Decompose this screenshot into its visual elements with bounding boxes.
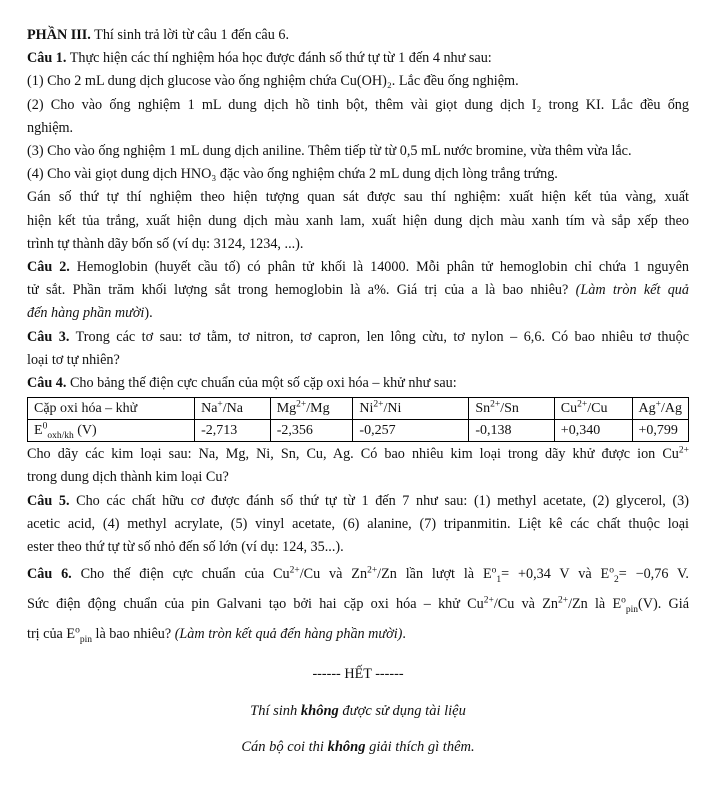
e-sub: pin [79, 635, 92, 646]
pair-cell [469, 398, 554, 420]
e2-symbol [600, 565, 619, 586]
q2-text-a: Hemoglobin (huyết cầu tố) có phân tử khối là 14000. Mỗi phân tử hemoglobin chỉ chứa 1 nguyên [69, 259, 689, 276]
q6-sup: 2+ [367, 565, 378, 576]
pair-metal: /Sn [500, 400, 519, 416]
q6-text-c1: trị của [27, 626, 67, 643]
e-letter: E [600, 566, 610, 583]
q5-text-a: Cho các chất hữu cơ được đánh số thứ tự từ 1 đến 7 như sau: (1) methyl acetate, (2) glycerol, (3) [69, 492, 690, 509]
q4-ask-b: trong dung dịch thành kim loại Cu? [27, 469, 229, 486]
pair-charge: 2+ [296, 399, 307, 410]
q1-ask-a: Gán số thứ tự thí nghiệm theo hiện tượng quan sát được sau thí nghiệm: xuất hiện kết tủa vàng, xuất [27, 189, 689, 206]
e-deg: o [75, 625, 80, 636]
pair-ion: Mg [276, 400, 297, 416]
q6-text-a2: /Cu và Zn [299, 566, 368, 583]
electrode-potential-table [27, 397, 689, 442]
q6-val2: = −0,76 V. [618, 566, 689, 583]
q4-label: Câu 4. [27, 375, 67, 392]
pair-metal: /Cu [587, 400, 608, 416]
pair-charge: 2+ [577, 399, 588, 410]
q6-line-a [27, 559, 689, 589]
footer-note-2 [27, 736, 689, 758]
q6-text-b3: /Zn là [568, 596, 613, 613]
q2-label: Câu 2. [27, 259, 70, 276]
value-cell: -0,257 [353, 420, 469, 442]
q6-val1: = +0,34 V và [501, 566, 601, 583]
q6-line-c [27, 619, 689, 649]
q2-end: ). [144, 305, 153, 322]
q6-note: (Làm tròn kết quả đến hàng phần mười) [174, 626, 403, 643]
pair-ion: Ag [638, 400, 656, 416]
q5-line-b: acetic acid, (4) methyl acrylate, (5) vinyl acetate, (6) alanine, (7) tripanmitin. Liệt kê các chất thuộc loại [27, 515, 689, 532]
q1-item-2b: nghiệm. [27, 119, 74, 136]
q6-text-b1: Sức điện động chuẩn của pin Galvani tạo bởi hai cặp oxi hóa – khử Cu [27, 596, 484, 613]
potential-symbol: E [34, 422, 43, 438]
e-deg: o [491, 565, 497, 576]
q1-ask-c: trình tự thành dãy bốn số (ví dụ: 3124, 1234, ...). [27, 235, 304, 252]
note1-b: không [300, 702, 339, 719]
q1-ask-b: hiện kết tủa trắng, xuất hiện dung dịch màu xanh lam, xuất hiện dung dịch màu xanh tím và sắp xếp theo [27, 212, 689, 229]
note2-b: không [327, 739, 366, 756]
exam-page [27, 24, 689, 773]
q4-intro [27, 372, 689, 395]
epin-symbol [66, 625, 92, 646]
q4-intro-text: Cho bảng thế điện cực chuẩn của một số cặp oxi hóa – khử như sau: [66, 375, 457, 392]
q1-item-2a: (2) Cho vào ống nghiệm 1 mL dung dịch hồ tinh bột, thêm vài giọt dung dịch I₂ trong KI. Lắc đều ống [27, 96, 689, 113]
section-intro: Thí sinh trả lời từ câu 1 đến câu 6. [90, 27, 289, 43]
note1-c: được sử dụng tài liệu [338, 702, 466, 719]
footer-note-1 [27, 700, 689, 722]
e1-symbol [482, 565, 502, 586]
e-letter: E [482, 566, 492, 583]
value-cell: +0,340 [554, 420, 632, 442]
q6-text-b4: (V). Giá [638, 596, 689, 613]
q4-ask-a [27, 443, 689, 466]
q3-label: Câu 3. [27, 328, 70, 345]
q4-ask-text: Cho dãy các kim loại sau: Na, Mg, Ni, Sn, Cu, Ag. Có bao nhiêu kim loại trong dãy khử được ion Cu [27, 446, 679, 463]
potential-unit: (V) [73, 422, 97, 438]
pair-metal: /Ni [383, 400, 402, 416]
pair-charge: + [217, 399, 223, 410]
pair-cell [554, 398, 632, 420]
q2-note-b: đến hàng phần mười [27, 305, 145, 322]
table-row-values [28, 420, 689, 442]
value-cell: -0,138 [469, 420, 554, 442]
q6-sup: 2+ [557, 595, 569, 606]
e-letter: E [66, 626, 76, 643]
pair-cell [632, 398, 688, 420]
q2-line-c [27, 302, 689, 325]
pair-charge: 2+ [490, 399, 501, 410]
e-sub: 2 [613, 575, 619, 586]
q1-item-3: (3) Cho vào ống nghiệm 1 mL dung dịch aniline. Thêm tiếp từ từ 0,5 mL nước bromine, vừa thêm vừa lắc. [27, 143, 632, 160]
pair-ion: Cu [560, 400, 578, 416]
pair-ion: Ni [359, 400, 374, 416]
q1-item-4: (4) Cho vài giọt dung dịch HNO₃ đặc vào ống nghiệm chứa 2 mL dung dịch lòng trắng trứng. [27, 166, 558, 183]
pair-ion: Na [201, 400, 218, 416]
table-header-potential [28, 420, 195, 442]
value-cell: -2,356 [270, 420, 353, 442]
epin-symbol [612, 595, 639, 616]
value-cell: -2,713 [195, 420, 271, 442]
q6-text-b2: /Cu và Zn [493, 596, 558, 613]
e-sub: pin [625, 605, 639, 616]
q5-label: Câu 5. [27, 492, 70, 509]
section-title: PHẦN III. [27, 27, 91, 43]
q2-line-a [27, 256, 689, 279]
q6-sup: 2+ [289, 565, 300, 576]
table-row-pairs [28, 398, 689, 420]
q6-label: Câu 6. [27, 566, 72, 583]
q5-line-c: ester theo thứ tự từ số nhỏ đến số lớn (ví dụ: 124, 35...). [27, 539, 344, 556]
e-deg: o [609, 565, 614, 576]
pair-metal: /Ag [661, 400, 682, 416]
q6-text-a1: Cho thế điện cực chuẩn của Cu [71, 566, 290, 583]
pair-cell [353, 398, 469, 420]
section-header [27, 24, 689, 47]
q5-line-a [27, 490, 689, 513]
q2-text-b: tử sắt. Phần trăm khối lượng sắt trong hemoglobin là a%. Giá trị của a là bao nhiêu? [27, 282, 576, 299]
q4-ask-sup: 2+ [678, 445, 689, 456]
q1-label: Câu 1. [27, 50, 67, 67]
note2-c: giải thích gì thêm. [365, 739, 475, 756]
q3-text-a: Trong các tơ sau: tơ tằm, tơ nitron, tơ capron, len lông cừu, tơ nylon – 6,6. Có bao nhiêu tơ thuộc [69, 328, 690, 345]
q1-item-1: (1) Cho 2 mL dung dịch glucose vào ống nghiệm chứa Cu(OH)₂. Lắc đều ống nghiệm. [27, 73, 519, 90]
potential-sup: 0 [42, 421, 48, 432]
q3-line-b: loại tơ tự nhiên? [27, 351, 120, 368]
q1-intro-text: Thực hiện các thí nghiệm hóa học được đánh số thứ tự từ 1 đến 4 như sau: [66, 50, 492, 67]
pair-charge: 2+ [373, 399, 384, 410]
q2-note-a: (Làm tròn kết quả [575, 282, 689, 299]
e-sub: 1 [496, 575, 502, 586]
note1-a: Thí sinh [250, 702, 301, 719]
pair-charge: + [655, 399, 661, 410]
table-header-pair: Cặp oxi hóa – khử [28, 398, 195, 420]
q6-end: . [402, 626, 406, 643]
q6-sup: 2+ [483, 595, 494, 606]
pair-metal: /Na [222, 400, 243, 416]
q3-line-a [27, 326, 689, 349]
note2-a: Cán bộ coi thi [241, 739, 328, 756]
q6-text-c2: là bao nhiêu? [91, 626, 175, 643]
q6-line-b [27, 589, 689, 619]
q6-text-a3: /Zn lần lượt là [377, 566, 483, 583]
pair-metal: /Mg [306, 400, 330, 416]
q1-intro [27, 47, 689, 70]
potential-sub: oxh/kh [47, 430, 74, 441]
q2-line-b [27, 279, 689, 302]
pair-ion: Sn [475, 400, 491, 416]
pair-cell [195, 398, 271, 420]
e-deg: o [621, 595, 626, 606]
end-marker: ------ HẾT ------ [312, 666, 404, 683]
value-cell: +0,799 [632, 420, 688, 442]
pair-cell [270, 398, 353, 420]
e-letter: E [612, 596, 622, 613]
